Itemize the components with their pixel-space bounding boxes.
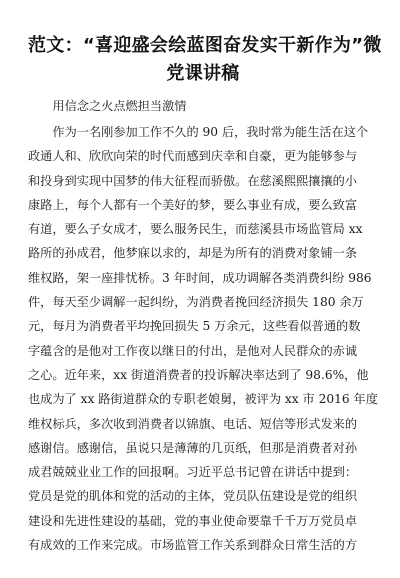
body-line: 和投身到实现中国梦的伟大征程而骄傲。在慈溪熙熙攘攘的小: [28, 173, 358, 188]
body-line: 元，每月为消费者平均挽回损失 5 万余元，这些看似普通的数: [28, 319, 361, 334]
body-line: 成君兢兢业业工作的回报啊。习近平总书记曾在讲话中提到：: [28, 465, 358, 480]
document-title: [28, 32, 382, 88]
body-line: 也成为了 xx 路街道群众的专职老娘舅，被评为 xx 市 2016 年度: [28, 392, 378, 407]
body-line: 维权标兵，多次收到消费者以锦旗、电话、短信等形式发来的: [28, 416, 358, 431]
document-body: [28, 120, 378, 557]
document-subtitle: 用信念之火点燃担当激情: [52, 99, 187, 113]
body-line: 党员是党的肌体和党的活动的主体，党员队伍建设是党的组织: [28, 489, 358, 504]
body-line: 路所的孙成君，他梦寐以求的，却是为所有的消费对象铺一条: [28, 246, 358, 261]
body-line: 康路上，每个人都有一个美好的梦，要么事业有成，要么致富: [28, 197, 358, 212]
body-line: 建设和先进性建设的基础，党的事业使命要靠千千万万党员卓: [28, 513, 358, 528]
body-line: 作为一名刚参加工作不久的 90 后，我时常为能生活在这个: [52, 125, 369, 139]
body-line: 件，每天至少调解一起纠纷，为消费者挽回经济损失 180 余万: [28, 295, 364, 310]
title-line-2: 党课讲稿: [166, 63, 240, 84]
body-line: 字蕴含的是他对工作夜以继日的付出，是他对人民群众的赤诚: [28, 343, 358, 358]
body-line: 之心。近年来，xx 街道消费者的投诉解决率达到了 98.6%，他: [28, 367, 369, 382]
body-line: 有成效的工作来完成。市场监管工作关系到群众日常生活的方: [28, 538, 358, 553]
body-line: 政通人和、欣欣向荣的时代而感到庆幸和自豪，更为能够参与: [28, 149, 358, 164]
body-line: 有道，要么子女成才，要么服务民生，而慈溪县市场监管局 xx: [28, 222, 363, 237]
body-line: 维权路，架一座排忧桥。3 年时间，成功调解各类消费纠纷 986: [28, 270, 372, 285]
title-line-1: 范文：“喜迎盛会绘蓝图奋发实干新作为”微: [28, 35, 382, 56]
body-line: 感谢信。感谢信，虽说只是薄薄的几页纸，但那是消费者对孙: [28, 440, 358, 455]
